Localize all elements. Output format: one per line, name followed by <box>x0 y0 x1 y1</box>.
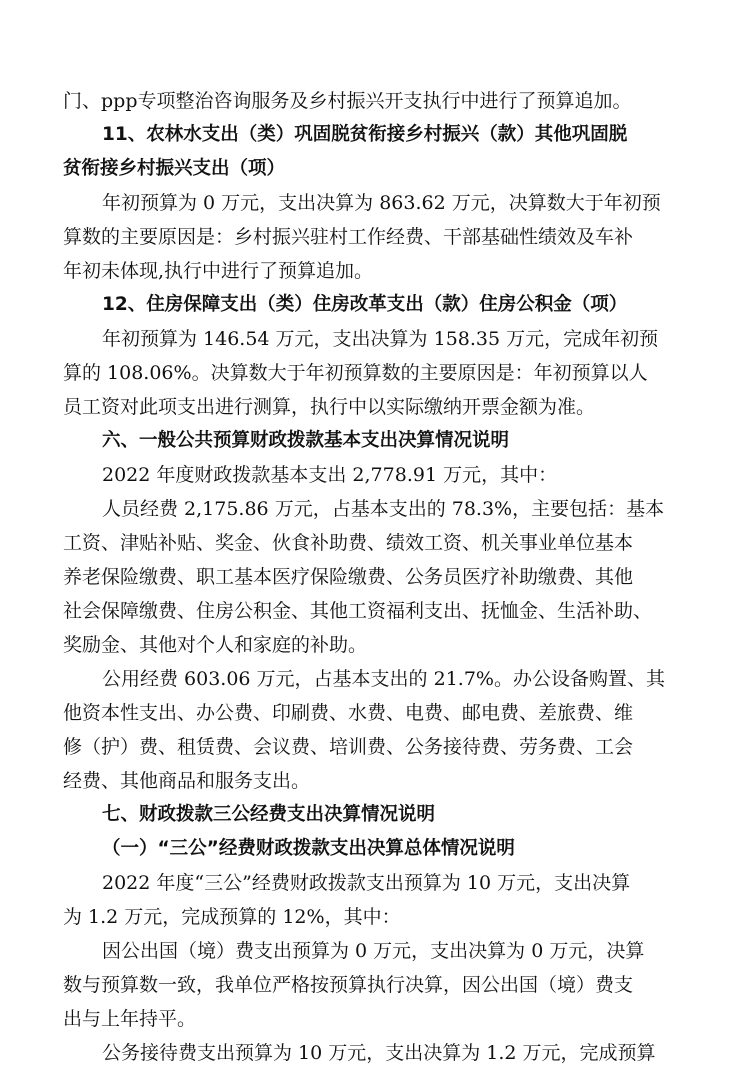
text-line: 他资本性支出、办公费、印刷费、水费、电费、邮电费、差旅费、维 <box>63 702 634 724</box>
text-line: 奖励金、其他对个人和家庭的补助。 <box>63 634 368 656</box>
section-heading: 贫衔接乡村振兴支出（项） <box>63 158 286 179</box>
text-line: 门、ppp专项整治咨询服务及乡村振兴开支执行中进行了预算追加。 <box>63 90 632 112</box>
text-line: 2022 年度财政拨款基本支出 2,778.91 万元，其中： <box>102 464 558 486</box>
text-line: 因公出国（境）费支出预算为 0 万元，支出决算为 0 万元，决算 <box>102 940 645 962</box>
section-heading: 12、住房保障支出（类）住房改革支出（款）住房公积金（项） <box>102 294 628 315</box>
text-line: 年初未体现,执行中进行了预算追加。 <box>63 260 374 282</box>
text-line: 为 1.2 万元，完成预算的 12%，其中： <box>63 906 401 928</box>
text-line: 2022 年度“三公”经费财政拨款支出预算为 10 万元，支出决算 <box>102 872 631 894</box>
text-line: 出与上年持平。 <box>63 1008 197 1030</box>
text-line: 社会保障缴费、住房公积金、其他工资福利支出、抚恤金、生活补助、 <box>63 600 653 622</box>
text-line: 年初预算为 0 万元，支出决算为 863.62 万元，决算数大于年初预 <box>102 192 661 214</box>
section-heading: 六、一般公共预算财政拨款基本支出决算情况说明 <box>102 430 510 451</box>
text-line: 公用经费 603.06 万元，占基本支出的 21.7%。办公设备购置、其 <box>102 668 665 690</box>
text-line: 员工资对此项支出进行测算，执行中以实际缴纳开票金额为准。 <box>63 396 596 418</box>
section-heading: 11、农林水支出（类）巩固脱贫衔接乡村振兴（款）其他巩固脱 <box>102 124 628 145</box>
text-line: 养老保险缴费、职工基本医疗保险缴费、公务员医疗补助缴费、其他 <box>63 566 634 588</box>
subsection-heading: （一）“三公”经费财政拨款支出决算总体情况说明 <box>102 838 515 859</box>
section-heading: 七、财政拨款三公经费支出决算情况说明 <box>102 804 436 825</box>
text-line: 算数的主要原因是：乡村振兴驻村工作经费、干部基础性绩效及车补 <box>63 226 634 248</box>
text-line: 工资、津贴补贴、奖金、伙食补助费、绩效工资、机关事业单位基本 <box>63 532 634 554</box>
text-line: 数与预算数一致，我单位严格按预算执行决算，因公出国（境）费支 <box>63 974 634 996</box>
text-line: 年初预算为 146.54 万元，支出决算为 158.35 万元，完成年初预 <box>102 328 659 350</box>
text-line: 公务接待费支出预算为 10 万元，支出决算为 1.2 万元，完成预算 <box>102 1042 656 1064</box>
text-line: 修（护）费、租赁费、会议费、培训费、公务接待费、劳务费、工会 <box>63 736 634 758</box>
text-line: 算的 108.06%。决算数大于年初预算数的主要原因是：年初预算以人 <box>63 362 648 384</box>
text-line: 经费、其他商品和服务支出。 <box>63 770 311 792</box>
text-line: 人员经费 2,175.86 万元，占基本支出的 78.3%，主要包括：基本 <box>102 498 665 520</box>
